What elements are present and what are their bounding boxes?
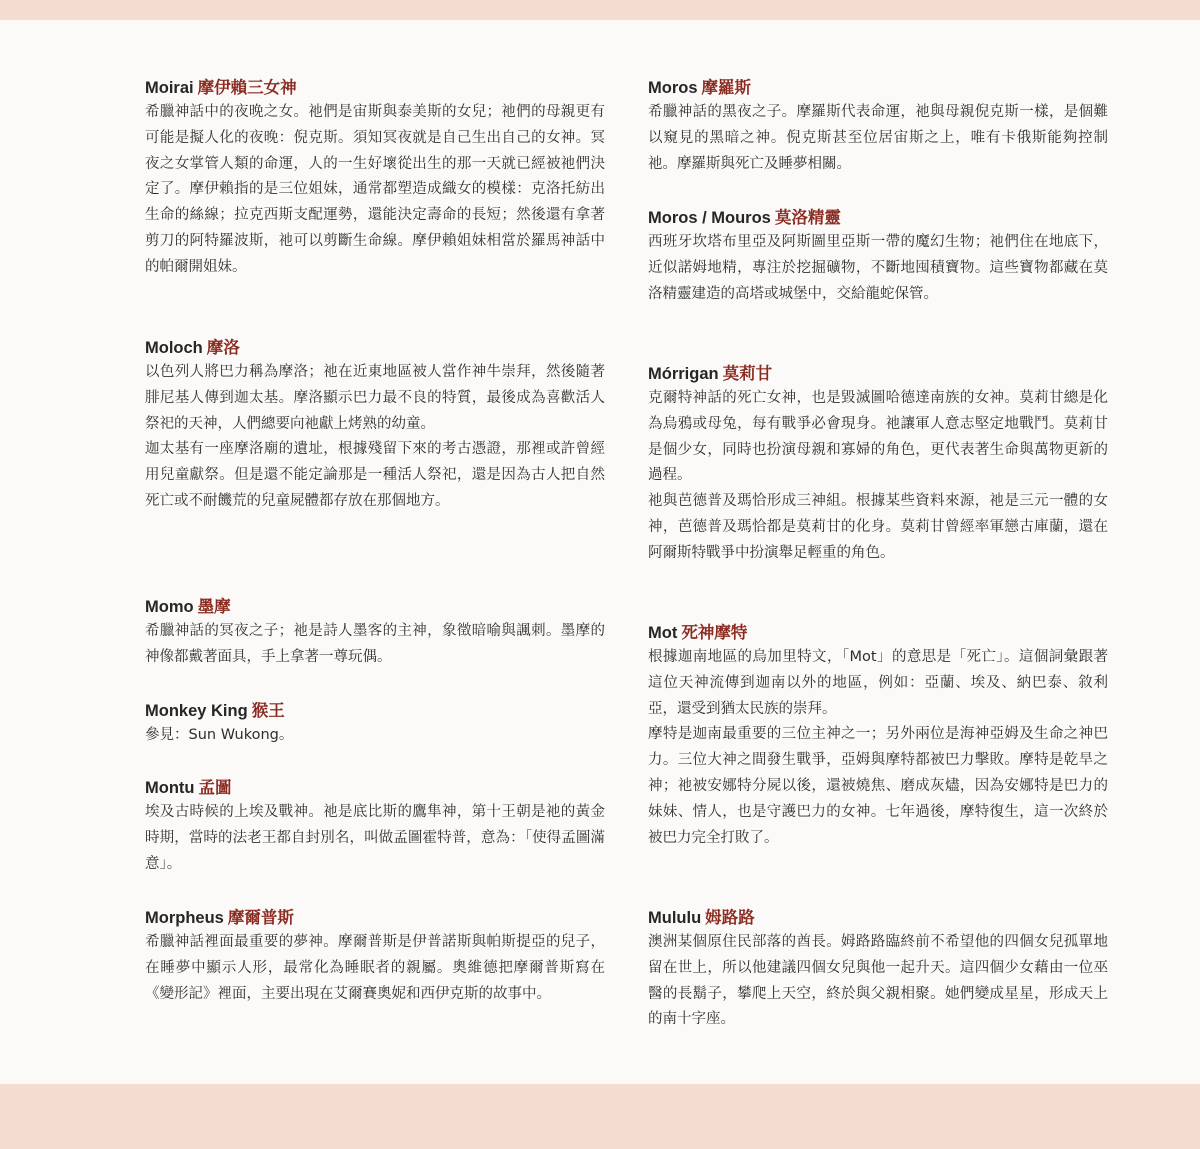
entry-paragraph: 西班牙坎塔布里亞及阿斯圖里亞斯一帶的魔幻生物；祂們住在地底下，近似諾姆地精，專注於挖掘礦物，不斷地囤積寶物。這些寶物都藏在莫洛精靈建造的高塔或城堡中，交給龍蛇保管。	[648, 234, 1108, 302]
entry-body	[648, 386, 1108, 567]
entry-paragraph: 以色列人將巴力稱為摩洛；祂在近東地區被人當作神牛崇拜，然後隨著腓尼基人傳到迦太基。摩洛顯示巴力最不良的特質，最後成為喜歡活人祭祀的天神，人們總要向祂獻上烤熟的幼童。	[145, 364, 605, 432]
entry-title-zh: 摩爾普斯	[227, 908, 294, 927]
entry-title-en: Montu	[145, 779, 195, 797]
entry-body	[145, 100, 605, 281]
entry-montu	[145, 776, 605, 877]
entry-title-zh: 孟圖	[198, 778, 232, 797]
entry-title	[145, 699, 605, 723]
bottom-decorative-band	[0, 1084, 1200, 1149]
entry-title	[648, 76, 1108, 100]
entry-moros	[648, 76, 1108, 177]
entry-body	[145, 619, 605, 671]
entry-body	[145, 800, 605, 877]
entry-title-en: Moros / Mouros	[648, 209, 771, 227]
entry-morpheus	[145, 906, 605, 1007]
entry-title-zh: 摩洛	[206, 338, 240, 357]
entry-body	[648, 230, 1108, 307]
entry-morrigan	[648, 362, 1108, 567]
entry-paragraph: 迦太基有一座摩洛廟的遺址，根據殘留下來的考古憑證，那裡或許曾經用兒童獻祭。但是還不能定論那是一種活人祭祀，還是因為古人把自然死亡或不耐饑荒的兒童屍體都存放在那個地方。	[145, 441, 605, 509]
entry-title-zh: 摩羅斯	[701, 78, 751, 97]
entry-body	[145, 360, 605, 515]
entry-title	[145, 906, 605, 930]
entry-momo	[145, 595, 605, 671]
entry-title-zh: 摩伊賴三女神	[197, 78, 297, 97]
entry-title-en: Monkey King	[145, 702, 248, 720]
entry-paragraph: 埃及古時候的上埃及戰神。祂是底比斯的鷹隼神，第十王朝是祂的黃金時期，當時的法老王都自封別名，叫做孟圖霍特普，意為：「使得孟圖滿意」。	[145, 804, 605, 872]
entry-paragraph: 希臘神話中的夜晚之女。祂們是宙斯與泰美斯的女兒；祂們的母親更有可能是擬人化的夜晚：倪克斯。須知冥夜就是自己生出自己的女神。冥夜之女掌管人類的命運，人的一生好壞從出生的那一天就已經被祂們決定了。摩伊賴指的是三位姐妹，通常都塑造成織女的模樣：克洛托紡出生命的絲線；拉克西斯支配運勢，還能決定壽命的長短；然後還有拿著剪刀的阿特羅波斯，祂可以剪斷生命線。摩伊賴姐妹相當於羅馬神話中的帕爾開姐妹。	[145, 104, 605, 275]
entry-mululu	[648, 906, 1108, 1033]
entry-paragraph: 祂與芭德普及瑪恰形成三神組。根據某些資料來源，祂是三元一體的女神，芭德普及瑪恰都是莫莉甘的化身。莫莉甘曾經率軍戀古庫蘭，還在阿爾斯特戰爭中扮演舉足輕重的角色。	[648, 493, 1108, 561]
entry-title-zh: 猴王	[251, 701, 285, 720]
entry-body	[145, 930, 605, 1007]
entry-title-en: Mórrigan	[648, 365, 719, 383]
entry-paragraph: 參見：Sun Wukong。	[145, 727, 294, 743]
entry-title	[145, 76, 605, 100]
entry-title	[648, 906, 1108, 930]
entry-title	[648, 206, 1108, 230]
entry-moros-mouros	[648, 206, 1108, 307]
entry-body	[145, 723, 605, 749]
entry-paragraph: 摩特是迦南最重要的三位主神之一；另外兩位是海神亞姆及生命之神巴力。三位大神之間發生戰爭，亞姆與摩特都被巴力擊敗。摩特是乾旱之神；祂被安娜特分屍以後，還被燒焦、磨成灰燼，因為安娜特是巴力的妹妹、情人，也是守護巴力的女神。七年過後，摩特復生，這一次終於被巴力完全打敗了。	[648, 726, 1108, 846]
entry-title	[145, 595, 605, 619]
entry-moloch	[145, 336, 605, 515]
entry-mot	[648, 621, 1108, 851]
entry-paragraph: 根據迦南地區的烏加里特文，「Mot」的意思是「死亡」。這個詞彙跟著這位天神流傳到迦南以外的地區，例如：亞蘭、埃及、納巴泰、敘利亞，還受到猶太民族的崇拜。	[648, 649, 1108, 717]
entry-paragraph: 希臘神話裡面最重要的夢神。摩爾普斯是伊普諾斯與帕斯提亞的兒子，在睡夢中顯示人形，最常化為睡眠者的親屬。奧維德把摩爾普斯寫在《變形記》裡面，主要出現在艾爾賽奧妮和西伊克斯的故事中。	[145, 934, 605, 1002]
entry-paragraph: 希臘神話的黑夜之子。摩羅斯代表命運，祂與母親倪克斯一樣，是個難以窺見的黑暗之神。倪克斯甚至位居宙斯之上，唯有卡俄斯能夠控制祂。摩羅斯與死亡及睡夢相關。	[648, 104, 1108, 172]
entry-title-zh: 死神摩特	[681, 623, 748, 642]
entry-monkey-king	[145, 699, 605, 749]
entry-body	[648, 930, 1108, 1033]
entry-title-en: Moirai	[145, 79, 194, 97]
entry-title	[648, 621, 1108, 645]
entry-title-en: Momo	[145, 598, 194, 616]
entry-title-zh: 莫莉甘	[722, 364, 773, 383]
entry-title-en: Moros	[648, 79, 698, 97]
entry-paragraph: 克爾特神話的死亡女神，也是毀滅圖哈德達南族的女神。莫莉甘總是化為烏鴉或母兔，每有戰爭必會現身。祂讓軍人意志堅定地戰鬥。莫莉甘是個少女，同時也扮演母親和寡婦的角色，更代表著生命與萬物更新的過程。	[648, 390, 1108, 484]
entry-title-en: Morpheus	[145, 909, 224, 927]
entry-title-en: Moloch	[145, 339, 203, 357]
entry-title-zh: 姆路路	[705, 908, 755, 927]
entry-body	[648, 100, 1108, 177]
entry-title-zh: 墨摩	[197, 597, 231, 616]
entry-title-zh: 莫洛精靈	[774, 208, 841, 227]
entry-title-en: Mululu	[648, 909, 702, 927]
entry-title	[145, 336, 605, 360]
entry-title-en: Mot	[648, 624, 678, 642]
entry-title	[648, 362, 1108, 386]
entry-moirai	[145, 76, 605, 281]
entry-title	[145, 776, 605, 800]
entry-paragraph: 希臘神話的冥夜之子；祂是詩人墨客的主神，象徵暗喻與諷刺。墨摩的神像都戴著面具，手上拿著一尊玩偶。	[145, 623, 605, 665]
entry-body	[648, 645, 1108, 851]
top-decorative-band	[0, 0, 1200, 20]
entry-paragraph: 澳洲某個原住民部落的酋長。姆路路臨終前不希望他的四個女兒孤單地留在世上，所以他建議四個女兒與他一起升天。這四個少女藉由一位巫醫的長鬍子，攀爬上天空，終於與父親相聚。她們變成星星，形成天上的南十字座。	[648, 934, 1108, 1028]
